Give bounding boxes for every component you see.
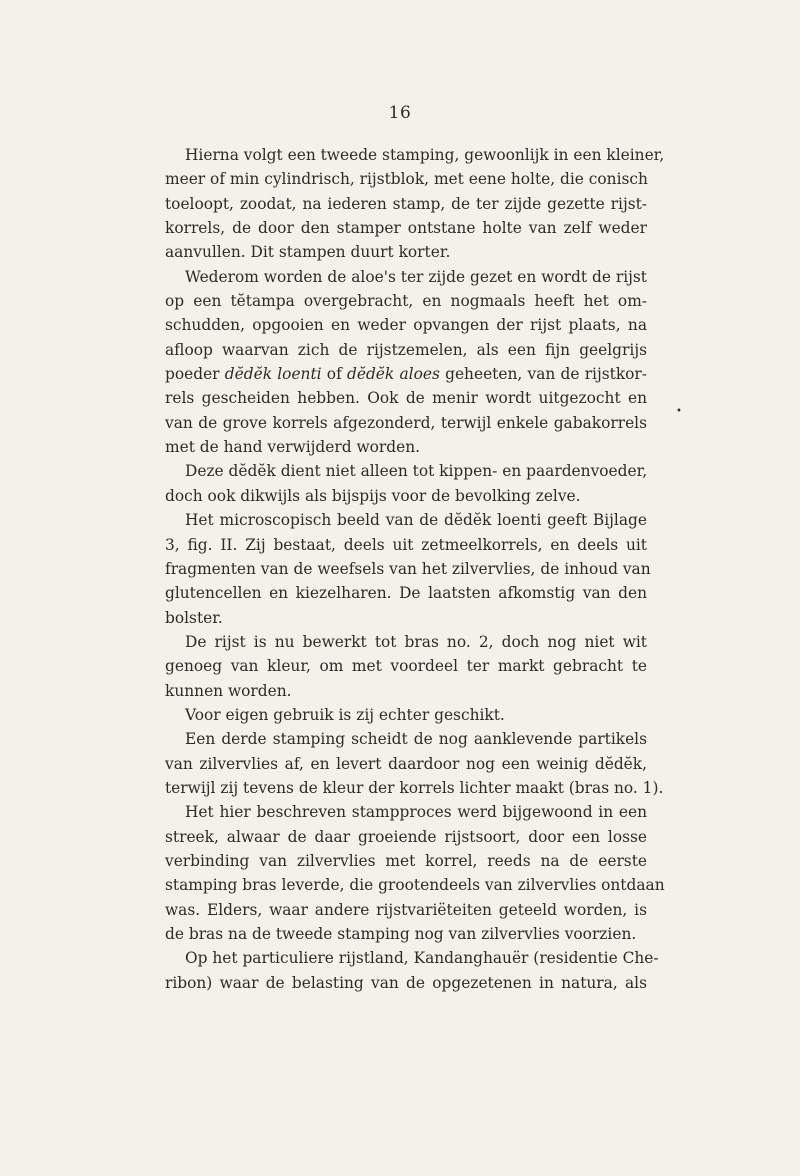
text-line: meer of min cylindrisch, rijstblok, met eene holte, die conisch — [165, 170, 648, 189]
text-line: Een derde stamping scheidt de nog aanklevende partikels — [185, 730, 647, 749]
italic-term: dĕdĕk aloes — [347, 365, 440, 384]
text-line: 3, fig. II. Zij bestaat, deels uit zetmeelkorrels, en deels uit — [165, 535, 647, 554]
text-line: was. Elders, waar andere rijstvariëteiten geteeld worden, is — [165, 900, 647, 919]
text-line: kunnen worden. — [165, 681, 292, 700]
text-line: rels gescheiden hebben. Ook de menir wordt uitgezocht en — [165, 389, 647, 408]
text-line: de bras na de tweede stamping nog van zilvervlies voorzien. — [165, 925, 637, 943]
margin-mark: • — [676, 406, 682, 417]
text-line: genoeg van kleur, om met voordeel ter markt gebracht te — [165, 657, 647, 676]
text-line: glutencellen en kiezelharen. De laatsten afkomstig van den — [165, 584, 647, 603]
text-line: met de hand verwijderd worden. — [165, 438, 421, 457]
text-line: Op het particuliere rijstland, Kandanghauër (residentie Che- — [185, 949, 659, 968]
text-line: Voor eigen gebruik is zij echter geschikt. — [185, 705, 505, 724]
text-line: aanvullen. Dit stampen duurt korter. — [165, 243, 451, 262]
text-line: van de grove korrels afgezonderd, terwijl enkele gabakorrels — [165, 413, 647, 432]
text-line: Het hier beschreven stampproces werd bijgewoond in een — [185, 803, 647, 822]
text-line: bolster. — [165, 608, 223, 627]
text-line: korrels, de door den stamper ontstane holte van zelf weder — [165, 219, 647, 238]
text-line: De rijst is nu bewerkt tot bras no. 2, doch nog niet wit — [185, 632, 647, 651]
text-line: streek, alwaar de daar groeiende rijstsoort, door een losse — [165, 827, 647, 846]
text-line: op een tĕtampa overgebracht, en nogmaals heeft het om- — [165, 292, 647, 311]
text-segment: of — [321, 365, 347, 384]
page-number: 16 — [388, 103, 412, 123]
text-line: schudden, opgooien en weder opvangen der rijst plaats, na — [165, 316, 647, 335]
text-line: verbinding van zilvervlies met korrel, reeds na de eerste — [165, 851, 647, 870]
text-line: toeloopt, zoodat, na iederen stamp, de ter zijde gezette rijst- — [165, 194, 647, 213]
text-line: Het microscopisch beeld van de dĕdĕk loenti geeft Bijlage — [185, 511, 647, 530]
text-line — [165, 362, 647, 386]
body-text — [165, 143, 665, 995]
italic-term: dĕdĕk loenti — [224, 365, 322, 384]
text-segment: geheeten, van de rijstkor- — [439, 365, 647, 384]
text-line: van zilvervlies af, en levert daardoor nog een weinig dĕdĕk, — [165, 754, 647, 773]
text-line: terwijl zij tevens de kleur der korrels lichter maakt (bras no. 1). — [165, 778, 664, 797]
text-line: Hierna volgt een tweede stamping, gewoonlijk in een kleiner, — [185, 146, 665, 164]
text-line: Deze dĕdĕk dient niet alleen tot kippen- en paardenvoeder, — [185, 462, 648, 481]
text-line: stamping bras leverde, die grootendeels van zilvervlies ontdaan — [165, 876, 665, 895]
text-segment: poeder — [165, 365, 225, 384]
text-line: Wederom worden de aloe's ter zijde gezet en wordt de rijst — [185, 267, 647, 286]
text-line: doch ook dikwijls als bijspijs voor de bevolking zelve. — [165, 486, 581, 505]
text-line: afloop waarvan zich de rijstzemelen, als een fijn geelgrijs — [165, 340, 647, 359]
text-line: fragmenten van de weefsels van het zilvervlies, de inhoud van — [165, 559, 651, 578]
text-line: ribon) waar de belasting van de opgezetenen in natura, als — [165, 973, 647, 992]
